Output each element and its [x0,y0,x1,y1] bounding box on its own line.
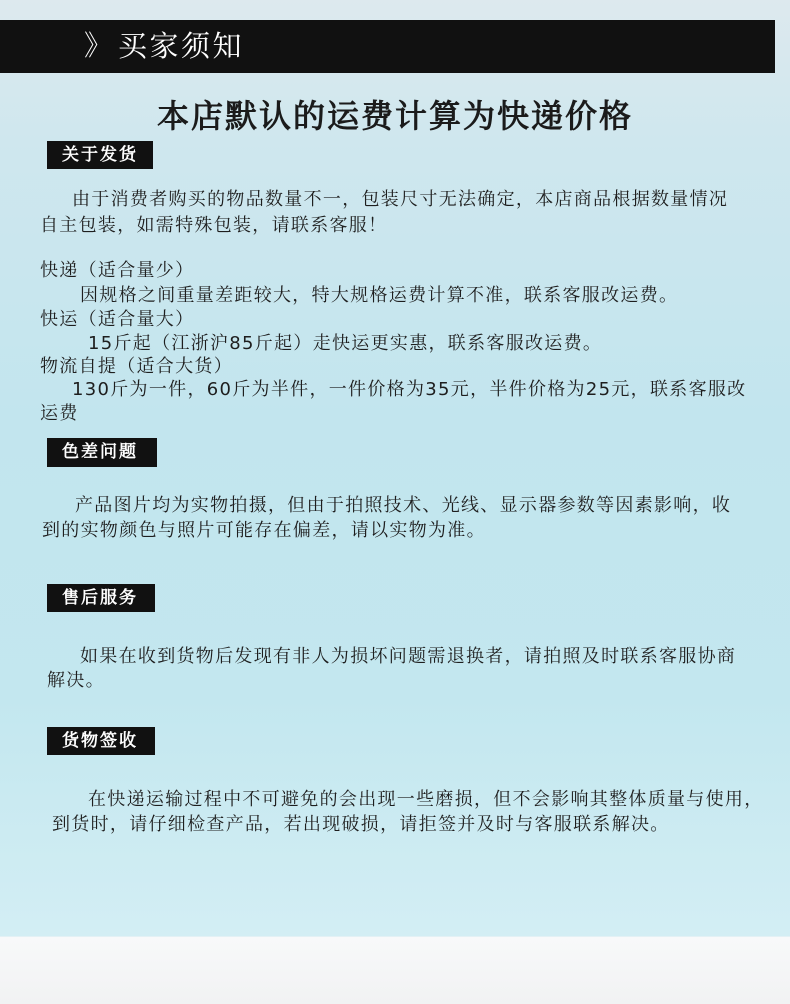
section-label-shipping: 关于发货 [47,141,153,169]
delivery-receipt-text-line: 在快递运输过程中不可避免的会出现一些磨损，但不会影响其整体质量与使用， [88,789,764,810]
shipping-text-line: 130斤为一件，60斤为半件，一件价格为35元，半件价格为25元，联系客服改 [72,379,747,400]
header-title: 买家须知 [118,29,245,63]
bottom-band [0,937,790,1004]
color-difference-text-line: 到的实物颜色与照片可能存在偏差，请以实物为准。 [42,520,486,541]
shipping-text-line: 因规格之间重量差距较大，特大规格运费计算不准，联系客服改运费。 [80,285,679,306]
double-chevron-icon: 》 [84,29,113,62]
shipping-text-line: 自主包装，如需特殊包装，请联系客服！ [40,215,388,236]
shipping-text-line: 物流自提（适合大货） [40,356,233,377]
shipping-text-line: 由于消费者购买的物品数量不一，包装尺寸无法确定，本店商品根据数量情况 [72,189,729,210]
shipping-text-line: 快递（适合量少） [40,260,195,281]
delivery-receipt-text-line: 到货时，请仔细检查产品，若出现破损，请拒签并及时与客服联系解决。 [52,814,670,835]
after-sales-text-line: 如果在收到货物后发现有非人为损坏问题需退换者，请拍照及时联系客服协商 [80,646,737,667]
section-label-after-sales: 售后服务 [47,584,155,612]
section-label-color-difference: 色差问题 [47,438,157,467]
shipping-text-line: 快运（适合量大） [40,309,195,330]
color-difference-text-line: 产品图片均为实物拍摄，但由于拍照技术、光线、显示器参数等因素影响，收 [75,495,732,516]
header-bar [0,20,775,73]
section-label-delivery-receipt: 货物签收 [47,727,155,755]
after-sales-text-line: 解决。 [47,670,105,691]
shipping-text-line: 15斤起（江浙沪85斤起）走快运更实惠，联系客服改运费。 [88,333,603,354]
page-title: 本店默认的运费计算为快递价格 [156,97,633,135]
shipping-text-line: 运费 [40,403,79,424]
